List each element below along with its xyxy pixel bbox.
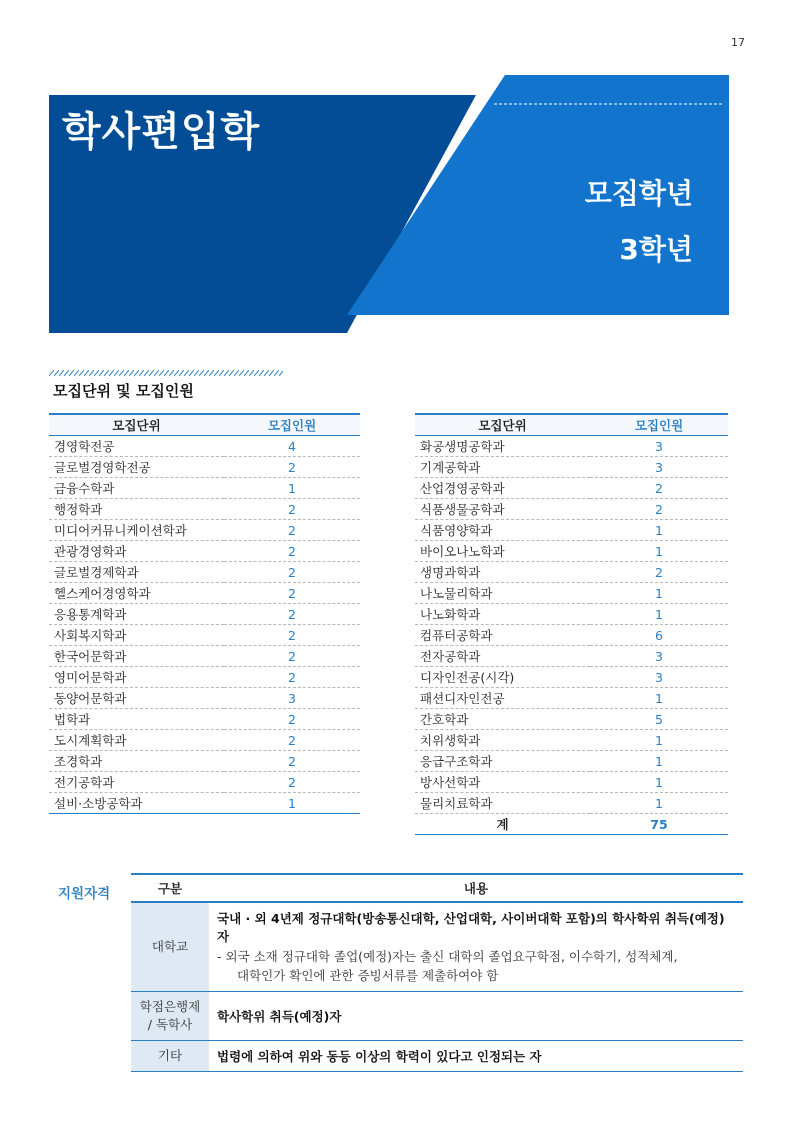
table-row <box>415 667 728 688</box>
table-row <box>49 793 360 814</box>
total-label: 계 <box>415 814 590 835</box>
unit-count: 3 <box>590 457 728 478</box>
unit-name: 식품영양학과 <box>415 520 590 541</box>
unit-name: 전기공학과 <box>49 772 224 793</box>
page-number: 17 <box>731 36 745 49</box>
unit-name: 산업경영공학과 <box>415 478 590 499</box>
table-row <box>415 646 728 667</box>
qual-main-text: 학사학위 취득(예정)자 <box>209 992 743 1041</box>
table-row <box>49 583 360 604</box>
table-row <box>49 625 360 646</box>
qual-category <box>131 992 209 1041</box>
unit-name: 생명과학과 <box>415 562 590 583</box>
unit-name: 나노물리학과 <box>415 583 590 604</box>
unit-name: 경영학전공 <box>49 436 224 457</box>
unit-count: 2 <box>224 772 360 793</box>
unit-name: 디자인전공(시각) <box>415 667 590 688</box>
unit-count: 2 <box>224 646 360 667</box>
table-row <box>49 499 360 520</box>
qual-category: 대학교 <box>131 902 209 992</box>
table-row <box>415 520 728 541</box>
unit-count: 2 <box>590 562 728 583</box>
qual-row-other <box>131 1041 743 1072</box>
total-value: 75 <box>590 814 728 835</box>
unit-name: 나노화학과 <box>415 604 590 625</box>
recruitment-table-left <box>49 413 360 814</box>
table-row <box>415 499 728 520</box>
table-row <box>49 457 360 478</box>
unit-name: 영미어문학과 <box>49 667 224 688</box>
qual-category-line: 학점은행제 <box>139 999 201 1014</box>
unit-count: 2 <box>224 562 360 583</box>
unit-name: 컴퓨터공학과 <box>415 625 590 646</box>
table-row <box>415 772 728 793</box>
unit-name: 글로벌경제학과 <box>49 562 224 583</box>
header-unit: 모집단위 <box>49 414 224 436</box>
qual-category: 기타 <box>131 1041 209 1072</box>
unit-count: 5 <box>590 709 728 730</box>
unit-count: 1 <box>590 772 728 793</box>
unit-name: 글로벌경영학전공 <box>49 457 224 478</box>
unit-count: 2 <box>224 709 360 730</box>
unit-name: 물리치료학과 <box>415 793 590 814</box>
unit-name: 사회복지학과 <box>49 625 224 646</box>
section-title: 모집단위 및 모집인원 <box>53 382 194 400</box>
table-row <box>49 709 360 730</box>
table-row <box>415 604 728 625</box>
unit-count: 1 <box>590 604 728 625</box>
unit-count: 1 <box>590 541 728 562</box>
qualification-table <box>131 873 743 1072</box>
unit-name: 화공생명공학과 <box>415 436 590 457</box>
unit-name: 응용통계학과 <box>49 604 224 625</box>
unit-name: 바이오나노학과 <box>415 541 590 562</box>
unit-count: 3 <box>590 436 728 457</box>
unit-count: 1 <box>590 793 728 814</box>
unit-name: 미디어커뮤니케이션학과 <box>49 520 224 541</box>
qualification-label: 지원자격 <box>58 886 111 902</box>
table-row <box>49 688 360 709</box>
unit-name: 조경학과 <box>49 751 224 772</box>
table-row <box>49 478 360 499</box>
qual-category-line: / 독학사 <box>147 1017 193 1032</box>
table-row <box>415 688 728 709</box>
unit-count: 2 <box>224 583 360 604</box>
qual-note-line: - 외국 소재 정규대학 졸업(예정)자는 출신 대학의 졸업요구학점, 이수학기, 성적체계, <box>217 949 678 964</box>
unit-name: 간호학과 <box>415 709 590 730</box>
unit-count: 2 <box>224 730 360 751</box>
table-row <box>415 478 728 499</box>
title-banner <box>0 0 793 340</box>
unit-name: 관광경영학과 <box>49 541 224 562</box>
unit-count: 2 <box>224 751 360 772</box>
unit-count: 2 <box>224 541 360 562</box>
unit-count: 1 <box>590 688 728 709</box>
unit-count: 2 <box>224 604 360 625</box>
table-row <box>415 625 728 646</box>
unit-count: 2 <box>224 667 360 688</box>
table-row <box>415 436 728 457</box>
unit-name: 행정학과 <box>49 499 224 520</box>
table-row <box>49 646 360 667</box>
unit-count: 2 <box>224 499 360 520</box>
unit-name: 설비·소방공학과 <box>49 793 224 814</box>
banner-background <box>0 0 793 340</box>
section-hatch-decoration <box>49 370 283 376</box>
table-row <box>415 709 728 730</box>
unit-count: 2 <box>590 478 728 499</box>
table-row <box>49 730 360 751</box>
unit-count: 3 <box>590 667 728 688</box>
unit-count: 1 <box>590 520 728 541</box>
unit-count: 1 <box>224 793 360 814</box>
unit-count: 1 <box>590 730 728 751</box>
qual-main-text: 법령에 의하여 위와 동등 이상의 학력이 있다고 인정되는 자 <box>209 1041 743 1072</box>
qual-content <box>209 902 743 992</box>
unit-name: 헬스케어경영학과 <box>49 583 224 604</box>
unit-name: 도시계획학과 <box>49 730 224 751</box>
table-row <box>415 541 728 562</box>
unit-count: 1 <box>590 751 728 772</box>
table-row <box>49 562 360 583</box>
recruitment-table-right <box>415 413 728 835</box>
header-unit: 모집단위 <box>415 414 590 436</box>
unit-name: 방사선학과 <box>415 772 590 793</box>
unit-count: 2 <box>224 520 360 541</box>
unit-name: 한국어문학과 <box>49 646 224 667</box>
table-row <box>49 541 360 562</box>
unit-name: 금융수학과 <box>49 478 224 499</box>
unit-name: 치위생학과 <box>415 730 590 751</box>
table-row <box>415 583 728 604</box>
qual-row-university <box>131 902 743 992</box>
unit-count: 2 <box>224 625 360 646</box>
table-row <box>49 436 360 457</box>
unit-count: 1 <box>590 583 728 604</box>
header-count: 모집인원 <box>590 414 728 436</box>
table-row <box>415 562 728 583</box>
qual-main-text: 국내 · 외 4년제 정규대학(방송통신대학, 산업대학, 사이버대학 포함)의 학사학위 취득(예정)자 <box>217 911 725 944</box>
unit-count: 1 <box>224 478 360 499</box>
table-row <box>49 667 360 688</box>
banner-grade-value: 3학년 <box>619 233 693 266</box>
unit-count: 4 <box>224 436 360 457</box>
unit-count: 6 <box>590 625 728 646</box>
table-row <box>415 793 728 814</box>
unit-name: 패션디자인전공 <box>415 688 590 709</box>
unit-name: 응급구조학과 <box>415 751 590 772</box>
qual-header-content: 내용 <box>209 874 743 902</box>
header-count: 모집인원 <box>224 414 360 436</box>
table-row <box>49 520 360 541</box>
unit-name: 식품생물공학과 <box>415 499 590 520</box>
banner-grade-label: 모집학년 <box>584 177 693 210</box>
table-row <box>415 751 728 772</box>
table-row <box>415 457 728 478</box>
qual-note-line: 대학인가 확인에 관한 증빙서류를 제출하여야 함 <box>237 968 499 983</box>
qual-row-credit-bank <box>131 992 743 1041</box>
table-row <box>49 772 360 793</box>
banner-title: 학사편입학 <box>62 109 261 155</box>
unit-count: 2 <box>224 457 360 478</box>
table-row <box>415 730 728 751</box>
unit-count: 3 <box>590 646 728 667</box>
unit-name: 동양어문학과 <box>49 688 224 709</box>
qual-header-category: 구분 <box>131 874 209 902</box>
unit-count: 2 <box>590 499 728 520</box>
table-row <box>49 604 360 625</box>
table-row <box>49 751 360 772</box>
unit-count: 3 <box>224 688 360 709</box>
unit-name: 법학과 <box>49 709 224 730</box>
unit-name: 전자공학과 <box>415 646 590 667</box>
unit-name: 기계공학과 <box>415 457 590 478</box>
